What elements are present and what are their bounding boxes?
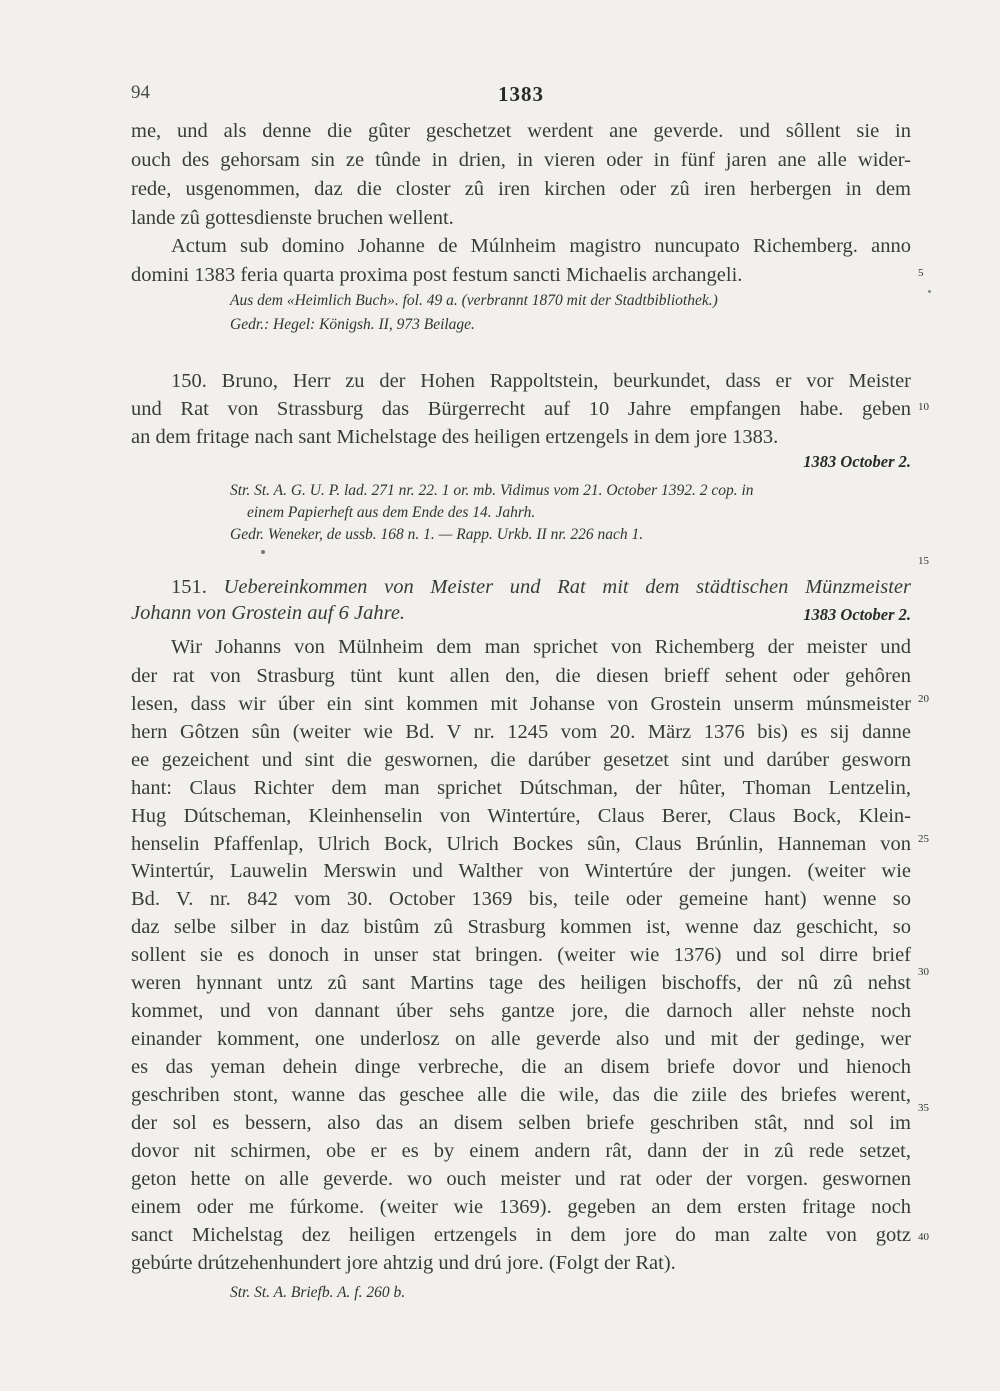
doc151-title-line-2: [131, 600, 911, 626]
text-line: hern Gôtzen sûn (weiter wie Bd. V nr. 1245 vom 20. März 1376 bis) es sij danne: [131, 721, 911, 743]
text-line: gebúrte drútzehenhundert jore ahtzig und drú jore. (Folgt der Rat).: [131, 1252, 676, 1274]
doc151-title: Uebereinkommen von Meister und Rat mit dem städtischen Münzmeister: [223, 576, 911, 598]
text-line: einem oder me fúrkome. (weiter wie 1369). gegeben an dem ersten fritage noch: [131, 1196, 911, 1218]
text-line: Wir Johanns von Mülnheim dem man sprichet von Richemberg der meister und: [171, 636, 911, 658]
margin-line-number: 35: [918, 1102, 929, 1114]
stray-mark: [261, 550, 265, 554]
text-line: daz selbe silber in daz bistûm zû Strasburg kommen ist, wenne daz geschicht, so: [131, 916, 911, 938]
margin-line-number: 5: [918, 267, 924, 279]
doc150-number: 150.: [171, 370, 207, 392]
text-line: Hug Dútscheman, Kleinhenselin von Wintertúre, Claus Berer, Claus Bock, Klein-: [131, 805, 911, 827]
text-line: rede, usgenommen, daz die closter zû iren kirchen oder zû iren herbergen in dem: [131, 178, 911, 200]
doc151-title-line-1: [131, 574, 911, 600]
margin-line-number: 30: [918, 966, 929, 978]
text-line: der rat von Strasburg tünt kunt allen den, die diesen brieff sehent oder gehôren: [131, 665, 911, 687]
text-line: es das yeman dehein dinge verbreche, die an disem briefe dovor und hienoch: [131, 1056, 911, 1078]
text-line: geton hette on alle geverde. wo ouch meister und rat oder der vorgen. geswornen: [131, 1168, 911, 1190]
text-line: der sol es bessern, also das an disem selben briefe geschriben stât, nnd sol im: [131, 1112, 911, 1134]
page-header: [131, 82, 911, 112]
text-line: ouch des gehorsam sin ze tûnde in drien, in vieren oder in fünf jaren ane alle wider-: [131, 149, 911, 171]
text-line: hant: Claus Richter dem man sprichet Dútschman, der hûter, Thoman Lentzelin,: [131, 777, 911, 799]
source-note: Aus dem «Heimlich Buch». fol. 49 a. (verbrannt 1870 mit der Stadtbibliothek.): [230, 292, 718, 309]
margin-line-number: 40: [918, 1231, 929, 1243]
margin-line-number: 20: [918, 693, 929, 705]
archive-note: Str. St. A. Briefb. A. f. 260 b.: [230, 1284, 406, 1301]
text-line: sollent sie es donoch in unser stat bringen. (weiter wie 1376) und sol dirre brief: [131, 944, 911, 966]
actum-line: domini 1383 feria quarta proxima post festum sancti Michaelis archangeli.: [131, 264, 743, 286]
text-line: und Rat von Strassburg das Bürgerrecht auf 10 Jahre empfangen habe. geben: [131, 398, 911, 420]
text-line: sanct Michelstag dez heiligen ertzengels in dem jore do man zalte von gotz: [131, 1224, 911, 1246]
margin-line-number: 10: [918, 401, 929, 413]
text-line: weren hynnant untz zû sant Martins tage des heiligen bischoffs, der nû zû nehst: [131, 972, 911, 994]
archive-note: Str. St. A. G. U. P. lad. 271 nr. 22. 1 or. mb. Vidimus vom 21. October 1392. 2 cop. in: [230, 482, 754, 499]
archive-note: einem Papierheft aus dem Ende des 14. Jahrh.: [247, 504, 536, 521]
text-line: Bd. V. nr. 842 vom 30. October 1369 bis, teile oder gemeine hant) wenne so: [131, 888, 911, 910]
text-line: einander komment, one underlosz on alle geverde also und mit der gedinge, wer: [131, 1028, 911, 1050]
print-note: Gedr. Weneker, de ussb. 168 n. 1. — Rapp. Urkb. II nr. 226 nach 1.: [230, 526, 644, 543]
text-line: lesen, dass wir úber ein sint kommen mit Johanse von Grostein unserm múnsmeister: [131, 693, 911, 715]
text-line: me, und als denne die gûter geschetzet werdent ane geverde. und sôllent sie in: [131, 120, 911, 142]
text-line: an dem fritage nach sant Michelstage des heiligen ertzengels in dem jore 1383.: [131, 426, 779, 448]
text-line: geschriben stont, wanne das geschee alle die wile, das die ziile des briefes werent,: [131, 1084, 911, 1106]
text-line: henselin Pfaffenlap, Ulrich Bock, Ulrich Bockes sûn, Claus Brúnlin, Hanneman von: [131, 833, 911, 855]
page-number: 94: [131, 82, 150, 103]
doc151-date: 1383 October 2.: [803, 605, 911, 624]
text-line: kommet, und von dannant úber sehs gantze jore, die darnoch aller nehste noch: [131, 1000, 911, 1022]
margin-line-number: 15: [918, 555, 929, 567]
text-line: Wintertúr, Lauwelin Merswin und Walther von Wintertúre der jungen. (weiter wie: [131, 860, 911, 882]
actum-line: Actum sub domino Johanne de Múlnheim magistro nuncupato Richemberg. anno: [171, 235, 911, 257]
print-note: Gedr.: Hegel: Königsh. II, 973 Beilage.: [230, 316, 475, 333]
text-line: lande zû gottesdienste bruchen wellent.: [131, 207, 454, 229]
stray-mark: [928, 290, 931, 293]
doc151-title-cont: Johann von Grostein auf 6 Jahre.: [131, 602, 406, 624]
doc150-line-1-text: Bruno, Herr zu der Hohen Rappoltstein, beurkundet, dass er vor Meister: [221, 370, 912, 392]
running-year: 1383: [498, 82, 544, 106]
doc150-line-1: [131, 368, 911, 394]
text-line: dovor nit schirmen, obe er es by einem andern rât, dann der in zû rede setzet,: [131, 1140, 911, 1162]
doc151-number: 151.: [171, 576, 207, 598]
doc150-date: 1383 October 2.: [803, 452, 911, 471]
text-line: ee gezeichent und sint die geswornen, die darúber gesetzet sint und darúber gesworn: [131, 749, 911, 771]
margin-line-number: 25: [918, 833, 929, 845]
